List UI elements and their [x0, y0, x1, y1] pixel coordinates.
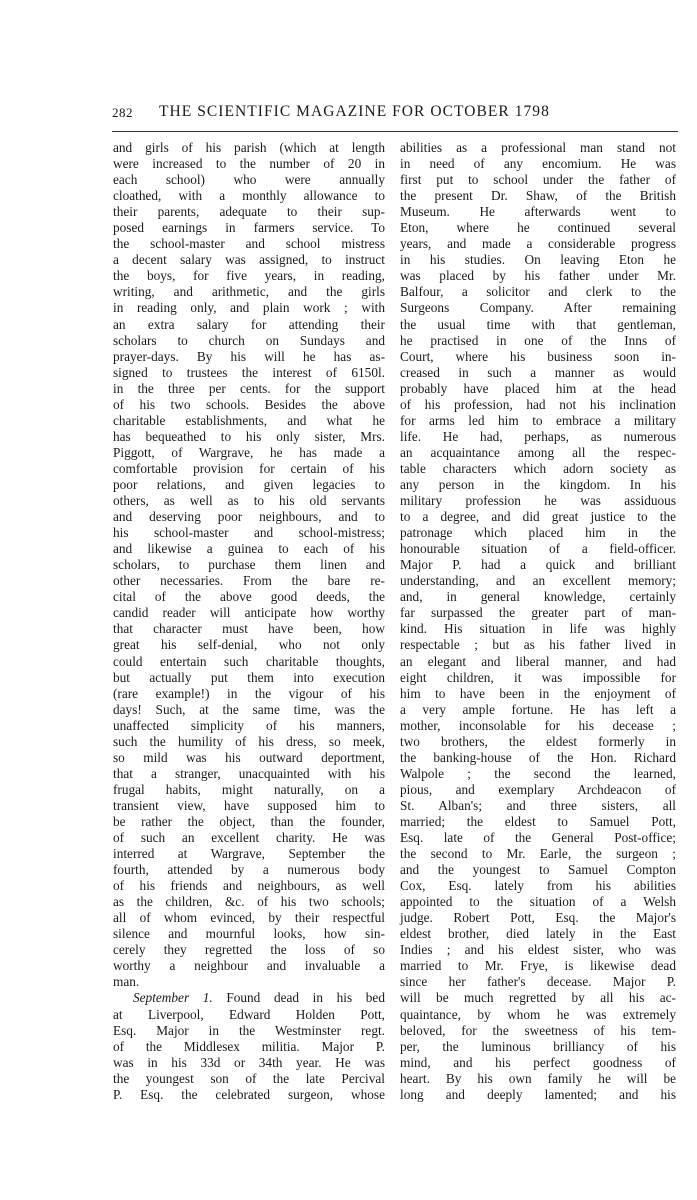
text-line: scholars, to purchase them linen and [113, 557, 385, 573]
text-line: has bequeathed to his only sister, Mrs. [113, 428, 385, 444]
text-line: two brothers, the eldest formerly in [400, 733, 676, 749]
text-line: heart. By his own family he will be [400, 1070, 676, 1086]
text-line: fourth, attended by a numerous body [113, 862, 385, 878]
obituary-first-line [113, 990, 385, 1006]
text-line: of the Middlesex militia. Major P. [113, 1038, 385, 1054]
text-line: interred at Wargrave, September the [113, 846, 385, 862]
text-line: charitable establishments, and what he [113, 412, 385, 428]
text-line: Indies ; and his eldest sister, who was [400, 942, 676, 958]
text-line: Walpole ; the second the learned, [400, 765, 676, 781]
text-line: frugal habits, might naturally, on a [113, 781, 385, 797]
text-line: the banking-house of the Hon. Richard [400, 749, 676, 765]
text-line: of his two schools. Besides the above [113, 396, 385, 412]
text-line: Major P. had a quick and brilliant [400, 557, 676, 573]
text-line: of his friends and neighbours, as well [113, 878, 385, 894]
text-line: quaintance, by whom he was extremely [400, 1006, 676, 1022]
text-line: of his profession, had not his inclination [400, 396, 676, 412]
text-line: respectable ; but as his father lived in [400, 637, 676, 653]
text-line: military profession he was assiduous [400, 493, 676, 509]
text-line: comfortable provision for certain of his [113, 460, 385, 476]
text-line: his school-master and school-mistress; [113, 525, 385, 541]
text-line: first put to school under the father of [400, 172, 676, 188]
text-line: appointed to the situation of a Welsh [400, 894, 676, 910]
text-line: prayer-days. By his will he has as- [113, 348, 385, 364]
text-line: scholars to church on Sundays and [113, 332, 385, 348]
text-line: an elegant and liberal manner, and had [400, 653, 676, 669]
text-line: be rather the object, than the founder, [113, 813, 385, 829]
text-line: eldest brother, died lately in the East [400, 926, 676, 942]
text-line: Court, where his business soon in- [400, 348, 676, 364]
text-line: Found dead in his bed [226, 990, 385, 1006]
text-line: in need of any encomium. He was [400, 156, 676, 172]
text-line: Museum. He afterwards went to [400, 204, 676, 220]
text-line: was in his 33d or 34th year. He was [113, 1054, 385, 1070]
running-title: THE SCIENTIFIC MAGAZINE FOR OCTOBER 1798 [159, 103, 550, 120]
text-line: but actually put them into execution [113, 669, 385, 685]
text-line: transient view, have supposed him to [113, 797, 385, 813]
text-line: cloathed, with a monthly allowance to [113, 188, 385, 204]
text-line: poor relations, and given legacies to [113, 476, 385, 492]
text-line: abilities as a professional man stand not [400, 140, 676, 155]
text-line: for arms led him to embrace a military [400, 412, 676, 428]
obituary-date: September 1. [133, 990, 213, 1006]
text-line: pious, and exemplary Archdeacon of [400, 781, 676, 797]
text-line: Surgeons Company. After remaining [400, 300, 676, 316]
text-line: and the youngest to Samuel Compton [400, 862, 676, 878]
text-line: that a stranger, unacquainted with his [113, 765, 385, 781]
left-column [113, 140, 385, 1103]
text-line: married to Mr. Frye, is likewise dead [400, 958, 676, 974]
text-line: posed earnings in farmers service. To [113, 220, 385, 236]
text-line: that character must have been, how [113, 621, 385, 637]
text-line: at Liverpool, Edward Holden Pott, [113, 1006, 385, 1022]
text-line: Piggott, of Wargrave, he has made a [113, 444, 385, 460]
text-line: Esq. Major in the Westminster regt. [113, 1022, 385, 1038]
text-line: other necessaries. From the bare re- [113, 573, 385, 589]
text-line: worthy a neighbour and invaluable a [113, 958, 385, 974]
right-column [400, 140, 676, 1103]
text-line: signed to trustees the interest of 6150l. [113, 364, 385, 380]
text-line: probably have placed him at the head [400, 380, 676, 396]
text-line: all of whom evinced, by their respectful [113, 910, 385, 926]
text-line: Cox, Esq. lately from his abilities [400, 878, 676, 894]
text-line: him to have been in the enjoyment of [400, 685, 676, 701]
text-line: long and deeply lamented; and his [400, 1086, 676, 1102]
text-line: the school-master and school mistress [113, 236, 385, 252]
text-line: in his studies. On leaving Eton he [400, 252, 676, 268]
text-line: silence and mournful looks, how sin- [113, 926, 385, 942]
text-line: and deserving poor neighbours, and to [113, 509, 385, 525]
text-line: was placed by his father under Mr. [400, 268, 676, 284]
page-number: 282 [112, 105, 133, 120]
text-line: will be much regretted by all his ac- [400, 990, 676, 1006]
text-line: and, in general knowledge, certainly [400, 589, 676, 605]
text-line: each school) who were annually [113, 172, 385, 188]
text-line: patronage which placed him in the [400, 525, 676, 541]
text-line: mother, inconsolable for his decease ; [400, 717, 676, 733]
text-line: table characters which adorn society as [400, 460, 676, 476]
text-line: as the children, &c. of his two schools; [113, 894, 385, 910]
text-line: so mild was his outward deportment, [113, 749, 385, 765]
header-rule [112, 131, 678, 132]
text-line: an extra salary for attending their [113, 316, 385, 332]
text-line: creased in such a manner as would [400, 364, 676, 380]
text-line: others, as well as to his old servants [113, 493, 385, 509]
text-line: their parents, adequate to their sup- [113, 204, 385, 220]
text-line: an acquaintance among all the respec- [400, 444, 676, 460]
text-line: beloved, for the sweetness of his tem- [400, 1022, 676, 1038]
text-line: life. He had, perhaps, as numerous [400, 428, 676, 444]
text-line: such the humility of his dress, so meek, [113, 733, 385, 749]
text-line: cerely they regretted the loss of so [113, 942, 385, 958]
text-line: Esq. late of the General Post-office; [400, 830, 676, 846]
text-line: St. Alban's; and three sisters, all [400, 797, 676, 813]
text-line: and girls of his parish (which at length [113, 140, 385, 155]
text-line: married; the eldest to Samuel Pott, [400, 813, 676, 829]
text-line: days! Such, at the same time, was the [113, 701, 385, 717]
text-line: man. [113, 974, 140, 990]
text-line: kind. His situation in life was highly [400, 621, 676, 637]
text-line: P. Esq. the celebrated surgeon, whose [113, 1086, 385, 1102]
text-line: could entertain such charitable thoughts, [113, 653, 385, 669]
text-line: cital of the above good deeds, the [113, 589, 385, 605]
text-line: per, the luminous brilliancy of his [400, 1038, 676, 1054]
text-line: years, and made a considerable progress [400, 236, 676, 252]
text-line: the youngest son of the late Percival [113, 1070, 385, 1086]
text-line: writing, and arithmetic, and the girls [113, 284, 385, 300]
text-line: since her father's decease. Major P. [400, 974, 676, 990]
text-line: to a degree, and did great justice to the [400, 509, 676, 525]
text-line: and likewise a guinea to each of his [113, 541, 385, 557]
text-line: a decent salary was assigned, to instruct [113, 252, 385, 268]
text-line: in reading only, and plain work ; with [113, 300, 385, 316]
text-line: the usual time with that gentleman, [400, 316, 676, 332]
text-line: eight children, it was impossible for [400, 669, 676, 685]
text-line: of such an excellent charity. He was [113, 830, 385, 846]
text-line: honourable situation of a field-officer. [400, 541, 676, 557]
text-line: candid reader will anticipate how worthy [113, 605, 385, 621]
text-line: the second to Mr. Earle, the surgeon ; [400, 846, 676, 862]
text-line: (rare example!) in the vigour of his [113, 685, 385, 701]
text-line: Balfour, a solicitor and clerk to the [400, 284, 676, 300]
text-line: understanding, and an excellent memory; [400, 573, 676, 589]
text-line: mind, and his perfect goodness of [400, 1054, 676, 1070]
text-line: judge. Robert Pott, Esq. the Major's [400, 910, 676, 926]
text-line: he practised in one of the Inns of [400, 332, 676, 348]
text-line: Eton, where he continued several [400, 220, 676, 236]
text-line: unaffected simplicity of his manners, [113, 717, 385, 733]
text-line: the boys, for five years, in reading, [113, 268, 385, 284]
text-line: far surpassed the greater part of man- [400, 605, 676, 621]
text-line: a very ample fortune. He has left a [400, 701, 676, 717]
text-line: great his self-denial, who not only [113, 637, 385, 653]
text-line: the present Dr. Shaw, of the British [400, 188, 676, 204]
text-line: in the three per cents. for the support [113, 380, 385, 396]
text-line: any person in the kingdom. In his [400, 476, 676, 492]
page-header [112, 103, 678, 125]
text-line: were increased to the number of 20 in [113, 156, 385, 172]
